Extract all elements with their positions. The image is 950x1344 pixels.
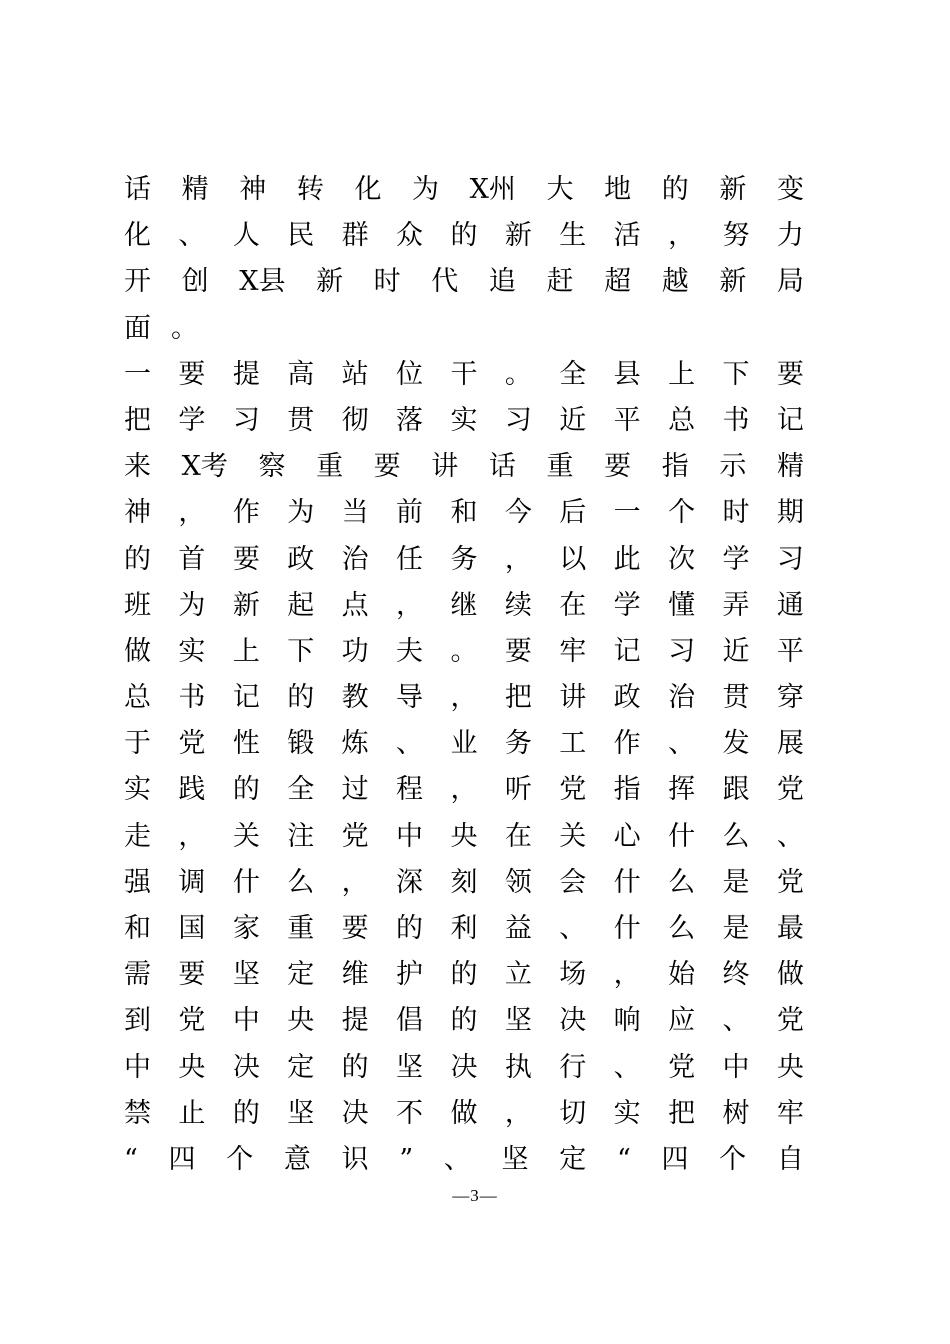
text-line [124,721,804,767]
text-char: 穿 [776,682,804,714]
text-line [124,629,804,675]
text-char: 位 [396,358,424,390]
text-char: 务 [504,728,532,760]
text-char: 中 [396,820,424,852]
text-char: 政 [613,682,641,714]
text-char: 习 [776,543,804,575]
text-char: 中 [232,1005,260,1037]
text-char: 。 [504,358,532,390]
text-char: 贯 [722,682,750,714]
text-char: 、 [559,913,587,944]
text-char: 和 [450,497,478,529]
text-char: 把 [668,1097,696,1129]
text-char: 治 [341,543,369,575]
text-char: 在 [559,589,587,621]
text-char: 强 [124,866,151,898]
text-line [124,860,804,906]
text-line [124,583,804,629]
text-char: 弄 [722,589,750,621]
text-char: 注 [287,820,315,852]
text-char: 续 [504,589,532,621]
text-char: 提 [232,358,260,390]
text-line [124,814,804,860]
text-char: 什 [613,913,641,944]
text-char: 要 [178,959,206,991]
text-char: ， [341,866,369,898]
text-char: 超 [604,266,632,298]
text-char: 生 [559,220,587,252]
text-char: 、 [396,728,424,760]
text-char: 为 [287,497,315,529]
text-char: 实 [450,404,478,436]
text-char: 个 [668,497,696,529]
text-char: 班 [124,589,151,621]
text-char: 干 [450,358,478,390]
text-char: 治 [668,682,696,714]
text-char: 贯 [287,404,315,436]
text-char: ” [399,1143,414,1175]
text-char: 近 [722,635,750,667]
text-char: 不 [396,1097,424,1129]
text-char: 程 [396,774,424,806]
body-text [124,167,804,1183]
text-char: 禁 [124,1097,151,1129]
text-char: 党 [341,820,369,852]
text-char: 锻 [287,728,315,760]
text-char: X考 [181,451,228,483]
text-char: 民 [287,220,315,252]
text-char: 、 [443,1143,471,1175]
text-char: 炼 [341,728,369,760]
page-number: —3— [452,1186,498,1205]
text-line [124,259,804,305]
text-char: 要 [373,451,401,483]
text-char: 新 [232,589,260,621]
text-char: 坚 [287,1097,315,1129]
text-char: 要 [232,543,260,575]
text-char: 始 [668,959,696,991]
text-char: 通 [776,589,804,621]
text-char: 做 [450,1097,478,1129]
text-char: “ [124,1143,138,1175]
text-char: 神 [239,174,267,205]
text-char: ， [450,682,478,714]
text-char: 导 [396,682,424,714]
text-char: 工 [559,728,587,760]
text-char: 讲 [431,451,459,483]
text-char: 力 [776,220,804,252]
text-char: 党 [776,1005,804,1037]
text-char: 首 [178,543,206,575]
text-char: 。 [450,635,478,667]
text-char: 察 [258,451,286,483]
text-char: 务 [450,543,478,575]
text-char: 要 [604,451,632,483]
text-char: 政 [287,543,315,575]
text-char: 期 [776,497,804,529]
text-char: 央 [287,1005,315,1037]
text-char: 止 [178,1097,206,1129]
text-char: X县 [239,266,286,298]
text-char: 国 [178,913,206,944]
text-char: 追 [488,266,516,298]
text-char: 业 [450,728,478,760]
text-char: 上 [668,358,696,390]
text-char: ， [613,959,641,991]
text-char: 么 [668,866,696,898]
text-line [124,306,804,352]
text-line [124,675,804,721]
text-char: 代 [431,266,459,298]
text-char: 牢 [559,635,587,667]
text-char: 把 [124,404,151,436]
text-char: 实 [124,774,151,806]
text-char: 、 [613,1051,641,1083]
text-char: 跟 [722,774,750,806]
text-char: 彻 [341,404,369,436]
text-char: 的 [124,543,151,575]
text-char: 领 [504,866,532,898]
text-char: 实 [178,635,206,667]
text-char: X州 [469,174,516,205]
text-char: 中 [722,1051,750,1083]
text-char: 么 [668,913,696,944]
text-char: 开 [124,266,151,298]
text-char: 一 [124,358,151,390]
text-char: 县 [613,358,641,390]
text-char: 习 [232,404,260,436]
text-char: 是 [722,866,750,898]
text-line [124,1045,804,1091]
text-char: 树 [722,1097,750,1129]
text-char: 习 [504,404,532,436]
text-char: 继 [450,589,478,621]
text-char: 全 [559,358,587,390]
text-char: 决 [232,1051,260,1083]
text-char: 决 [450,1051,478,1083]
text-char: 面 [124,312,151,344]
text-char: 终 [722,959,750,991]
text-char: 。 [171,312,198,344]
text-char: 党 [776,774,804,806]
text-char: 过 [341,774,369,806]
text-char: 示 [719,451,747,483]
text-char: 人 [232,220,260,252]
text-char: 执 [504,1051,532,1083]
text-char: 当 [341,497,369,529]
text-char: 响 [613,1005,641,1037]
text-char: 以 [559,543,587,575]
text-char: 一 [613,497,641,529]
text-char: 、 [722,1005,750,1037]
text-char: 新 [504,220,532,252]
text-char: 性 [232,728,260,760]
text-char: 今 [504,497,532,529]
text-char: 总 [668,404,696,436]
text-char: 中 [124,1051,151,1083]
text-char: 决 [341,1097,369,1129]
text-char: 众 [396,220,424,252]
text-char: 做 [124,635,151,667]
text-char: 功 [341,635,369,667]
text-char: 重 [287,913,315,944]
text-char: 精 [776,451,804,483]
text-char: 化 [354,174,382,205]
text-line [124,490,804,536]
text-char: 到 [124,1005,151,1037]
text-char: 央 [178,1051,206,1083]
text-char: 会 [559,866,587,898]
text-char: 党 [178,728,206,760]
text-line [124,213,804,259]
text-char: 全 [287,774,315,806]
text-char: 央 [450,820,478,852]
text-char: 什 [668,820,696,852]
text-char: 指 [661,451,689,483]
text-char: 关 [232,820,260,852]
text-char: 么 [287,866,315,898]
text-char: 地 [604,174,632,205]
text-line [124,1091,804,1137]
text-char: 坚 [501,1143,529,1175]
text-char: 活 [613,220,641,252]
text-char: 党 [559,774,587,806]
text-char: 越 [661,266,689,298]
text-char: 总 [124,682,151,714]
text-char: 起 [287,589,315,621]
text-char: 讲 [559,682,587,714]
text-char: 懂 [668,589,696,621]
text-char: 下 [287,635,315,667]
text-char: ， [504,543,532,575]
text-char: 意 [283,1143,311,1175]
text-char: 做 [776,959,804,991]
text-char: 调 [178,866,206,898]
text-char: 么 [722,820,750,852]
text-char: 来 [124,451,151,483]
text-char: 书 [722,404,750,436]
text-char: 提 [341,1005,369,1037]
text-char: 下 [722,358,750,390]
text-char: 转 [296,174,324,205]
text-char: 发 [722,728,750,760]
text-char: 的 [450,220,478,252]
text-line [124,998,804,1044]
text-char: 应 [668,1005,696,1037]
text-char: “ [616,1143,631,1175]
text-char: 行 [559,1051,587,1083]
text-line [124,767,804,813]
text-char: 需 [124,959,151,991]
text-char: 创 [181,266,209,298]
text-char: 是 [722,913,750,944]
text-char: 记 [776,404,804,436]
text-char: 书 [178,682,206,714]
text-char: ， [668,220,696,252]
text-char: 点 [341,589,369,621]
text-char: 的 [232,774,260,806]
text-char: 在 [504,820,532,852]
text-char: 作 [232,497,260,529]
text-char: 个 [719,1143,747,1175]
text-line [124,952,804,998]
text-char: 党 [668,1051,696,1083]
text-char: 时 [373,266,401,298]
text-char: 四 [661,1143,689,1175]
text-char: 最 [776,913,804,944]
text-char: 于 [124,728,151,760]
text-char: 益 [504,913,532,944]
text-char: 什 [613,866,641,898]
text-char: 夫 [396,635,424,667]
text-char: 听 [504,774,532,806]
text-char: 心 [613,820,641,852]
text-char: 牢 [776,1097,804,1129]
text-char: 落 [396,404,424,436]
text-char: ， [504,1097,532,1129]
text-char: 利 [450,913,478,944]
text-char: 要 [776,358,804,390]
text-char: 刻 [450,866,478,898]
text-char: 要 [178,358,206,390]
text-char: 话 [488,451,516,483]
text-char: 切 [559,1097,587,1129]
text-line [124,537,804,583]
text-char: 新 [316,266,344,298]
text-char: 走 [124,820,151,852]
text-char: 家 [232,913,260,944]
text-char: 时 [722,497,750,529]
text-char: 近 [559,404,587,436]
text-char: 深 [396,866,424,898]
text-char: 展 [776,728,804,760]
text-char: 群 [341,220,369,252]
text-char: 新 [719,266,747,298]
text-char: 变 [776,174,804,205]
text-char: 实 [613,1097,641,1129]
text-char: 和 [124,913,151,944]
text-char: 大 [546,174,574,205]
text-char: 定 [287,1051,315,1083]
text-char: 学 [613,589,641,621]
text-char: 决 [559,1005,587,1037]
text-char: 、 [178,220,206,252]
text-line [124,444,804,490]
text-char: 新 [719,174,747,205]
text-char: 习 [668,635,696,667]
text-char: 上 [232,635,260,667]
text-line [124,1137,804,1183]
text-char: 央 [776,1051,804,1083]
text-char: 高 [287,358,315,390]
text-line [124,906,804,952]
text-char: 站 [341,358,369,390]
text-char: 精 [181,174,209,205]
text-char: 坚 [396,1051,424,1083]
text-char: 赶 [546,266,574,298]
text-char: 神 [124,497,151,529]
text-char: 要 [341,913,369,944]
text-char: 作 [613,728,641,760]
text-char: 指 [613,774,641,806]
text-char: 维 [341,959,369,991]
text-char: 、 [776,820,804,852]
text-char: 努 [722,220,750,252]
text-char: 护 [396,959,424,991]
text-char: 的 [450,959,478,991]
text-char: 定 [287,959,315,991]
text-char: ， [178,820,206,852]
text-line [124,352,804,398]
text-char: 的 [396,913,424,944]
text-char: 识 [341,1143,369,1175]
text-char: 此 [613,543,641,575]
text-char: 前 [396,497,424,529]
text-char: ， [450,774,478,806]
text-char: 学 [178,404,206,436]
text-char: 要 [504,635,532,667]
text-char: 四 [168,1143,196,1175]
text-char: 什 [232,866,260,898]
text-char: 教 [341,682,369,714]
text-char: ， [178,497,206,529]
text-char: 个 [226,1143,254,1175]
text-line [124,167,804,213]
text-char: 党 [178,1005,206,1037]
text-char: 关 [559,820,587,852]
text-char: 定 [559,1143,587,1175]
text-char: 话 [124,174,151,205]
text-char: 任 [396,543,424,575]
text-char: 自 [776,1143,804,1175]
text-char: 平 [613,404,641,436]
text-char: 的 [661,174,689,205]
text-char: 的 [232,1097,260,1129]
text-char: 为 [178,589,206,621]
text-char: 后 [559,497,587,529]
text-char: 学 [722,543,750,575]
text-char: 践 [178,774,206,806]
text-char: 化 [124,220,151,252]
text-char: 的 [341,1051,369,1083]
text-char: 把 [504,682,532,714]
text-char: 立 [504,959,532,991]
text-char: 场 [559,959,587,991]
text-char: 记 [232,682,260,714]
text-char: 为 [412,174,440,205]
text-char: 次 [668,543,696,575]
text-char: 平 [776,635,804,667]
text-char: ， [396,589,424,621]
text-char: 坚 [232,959,260,991]
text-char: 重 [316,451,344,483]
text-char: 记 [613,635,641,667]
text-char: 的 [450,1005,478,1037]
text-char: 、 [668,728,696,760]
text-line [124,398,804,444]
text-char: 挥 [668,774,696,806]
text-char: 党 [776,866,804,898]
text-char: 的 [287,682,315,714]
text-char: 坚 [504,1005,532,1037]
text-char: 重 [546,451,574,483]
text-char: 倡 [396,1005,424,1037]
text-char: 局 [776,266,804,298]
